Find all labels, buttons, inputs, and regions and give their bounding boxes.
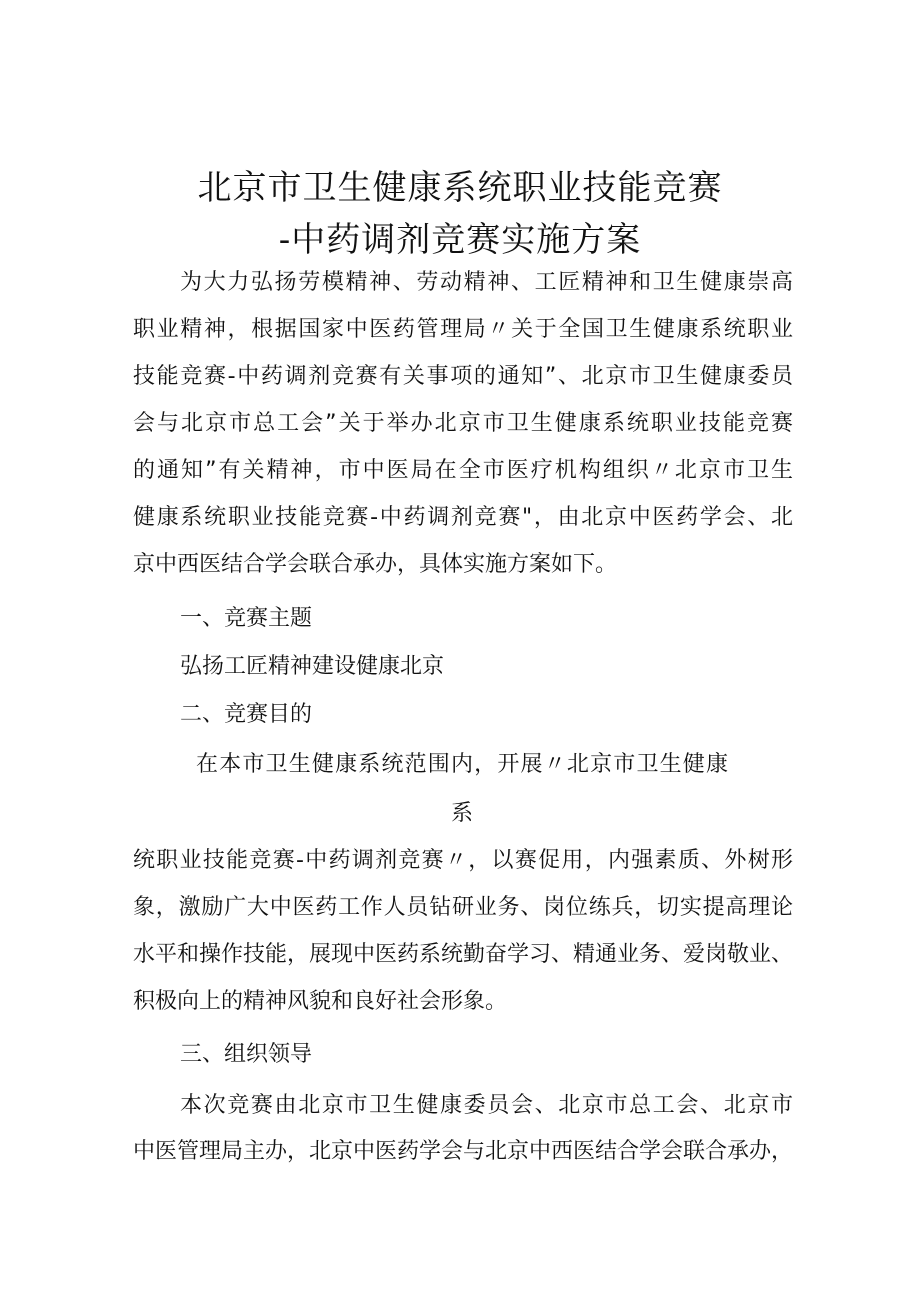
section-2-body-line-1: 统职业技能竞赛-中药调剂竞赛〃，以赛促用，内强素质、外树形 xyxy=(133,848,793,873)
intro-line-2: 职业精神，根据国家中医药管理局〃关于全国卫生健康系统职业 xyxy=(133,317,793,342)
section-3-body-line-1: 本次竞赛由北京市卫生健康委员会、北京市总工会、北京市 xyxy=(180,1093,793,1118)
intro-line-5: 的通知”有关精神，市中医局在全市医疗机构组织〃北京市卫生 xyxy=(133,458,793,483)
section-2-body-line-2: 象，激励广大中医药工作人员钻研业务、岗位练兵，切实提高理论 xyxy=(133,895,793,920)
section-2-heading: 二、竞赛目的 xyxy=(180,702,313,727)
intro-line-6: 健康系统职业技能竞赛-中药调剂竞赛"，由北京中医药学会、北 xyxy=(133,505,793,530)
intro-line-1: 为大力弘扬劳模精神、劳动精神、工匠精神和卫生健康崇高 xyxy=(180,270,793,295)
intro-line-4: 会与北京市总工会”关于举办北京市卫生健康系统职业技能竞赛 xyxy=(133,411,793,436)
intro-line-3: 技能竞赛-中药调剂竞赛有关事项的通知”、北京市卫生健康委员 xyxy=(133,364,793,389)
intro-line-7: 京中西医结合学会联合承办，具体实施方案如下。 xyxy=(133,552,618,577)
section-1-body: 弘扬工匠精神建设健康北京 xyxy=(180,654,445,679)
section-2-orphan-char: 系 xyxy=(451,801,474,826)
section-2-body-line-3: 水平和操作技能，展现中医药系统勤奋学习、精通业务、爱岗敬业、 xyxy=(133,942,794,967)
section-2-body-line-4: 积极向上的精神风貌和良好社会形象。 xyxy=(133,989,508,1014)
document-title-line-2: -中药调剂竞赛实施方案 xyxy=(278,220,642,260)
section-3-body-line-2: 中医管理局主办，北京中医药学会与北京中西医结合学会联合承办， xyxy=(133,1139,794,1164)
section-2-line-1: 在本市卫生健康系统范围内，开展〃北京市卫生健康 xyxy=(196,752,728,777)
document-title-line-1: 北京市卫生健康系统职业技能竞赛 xyxy=(197,168,723,208)
section-1-heading: 一、竞赛主题 xyxy=(180,606,313,631)
section-3-heading: 三、组织领导 xyxy=(180,1042,313,1067)
